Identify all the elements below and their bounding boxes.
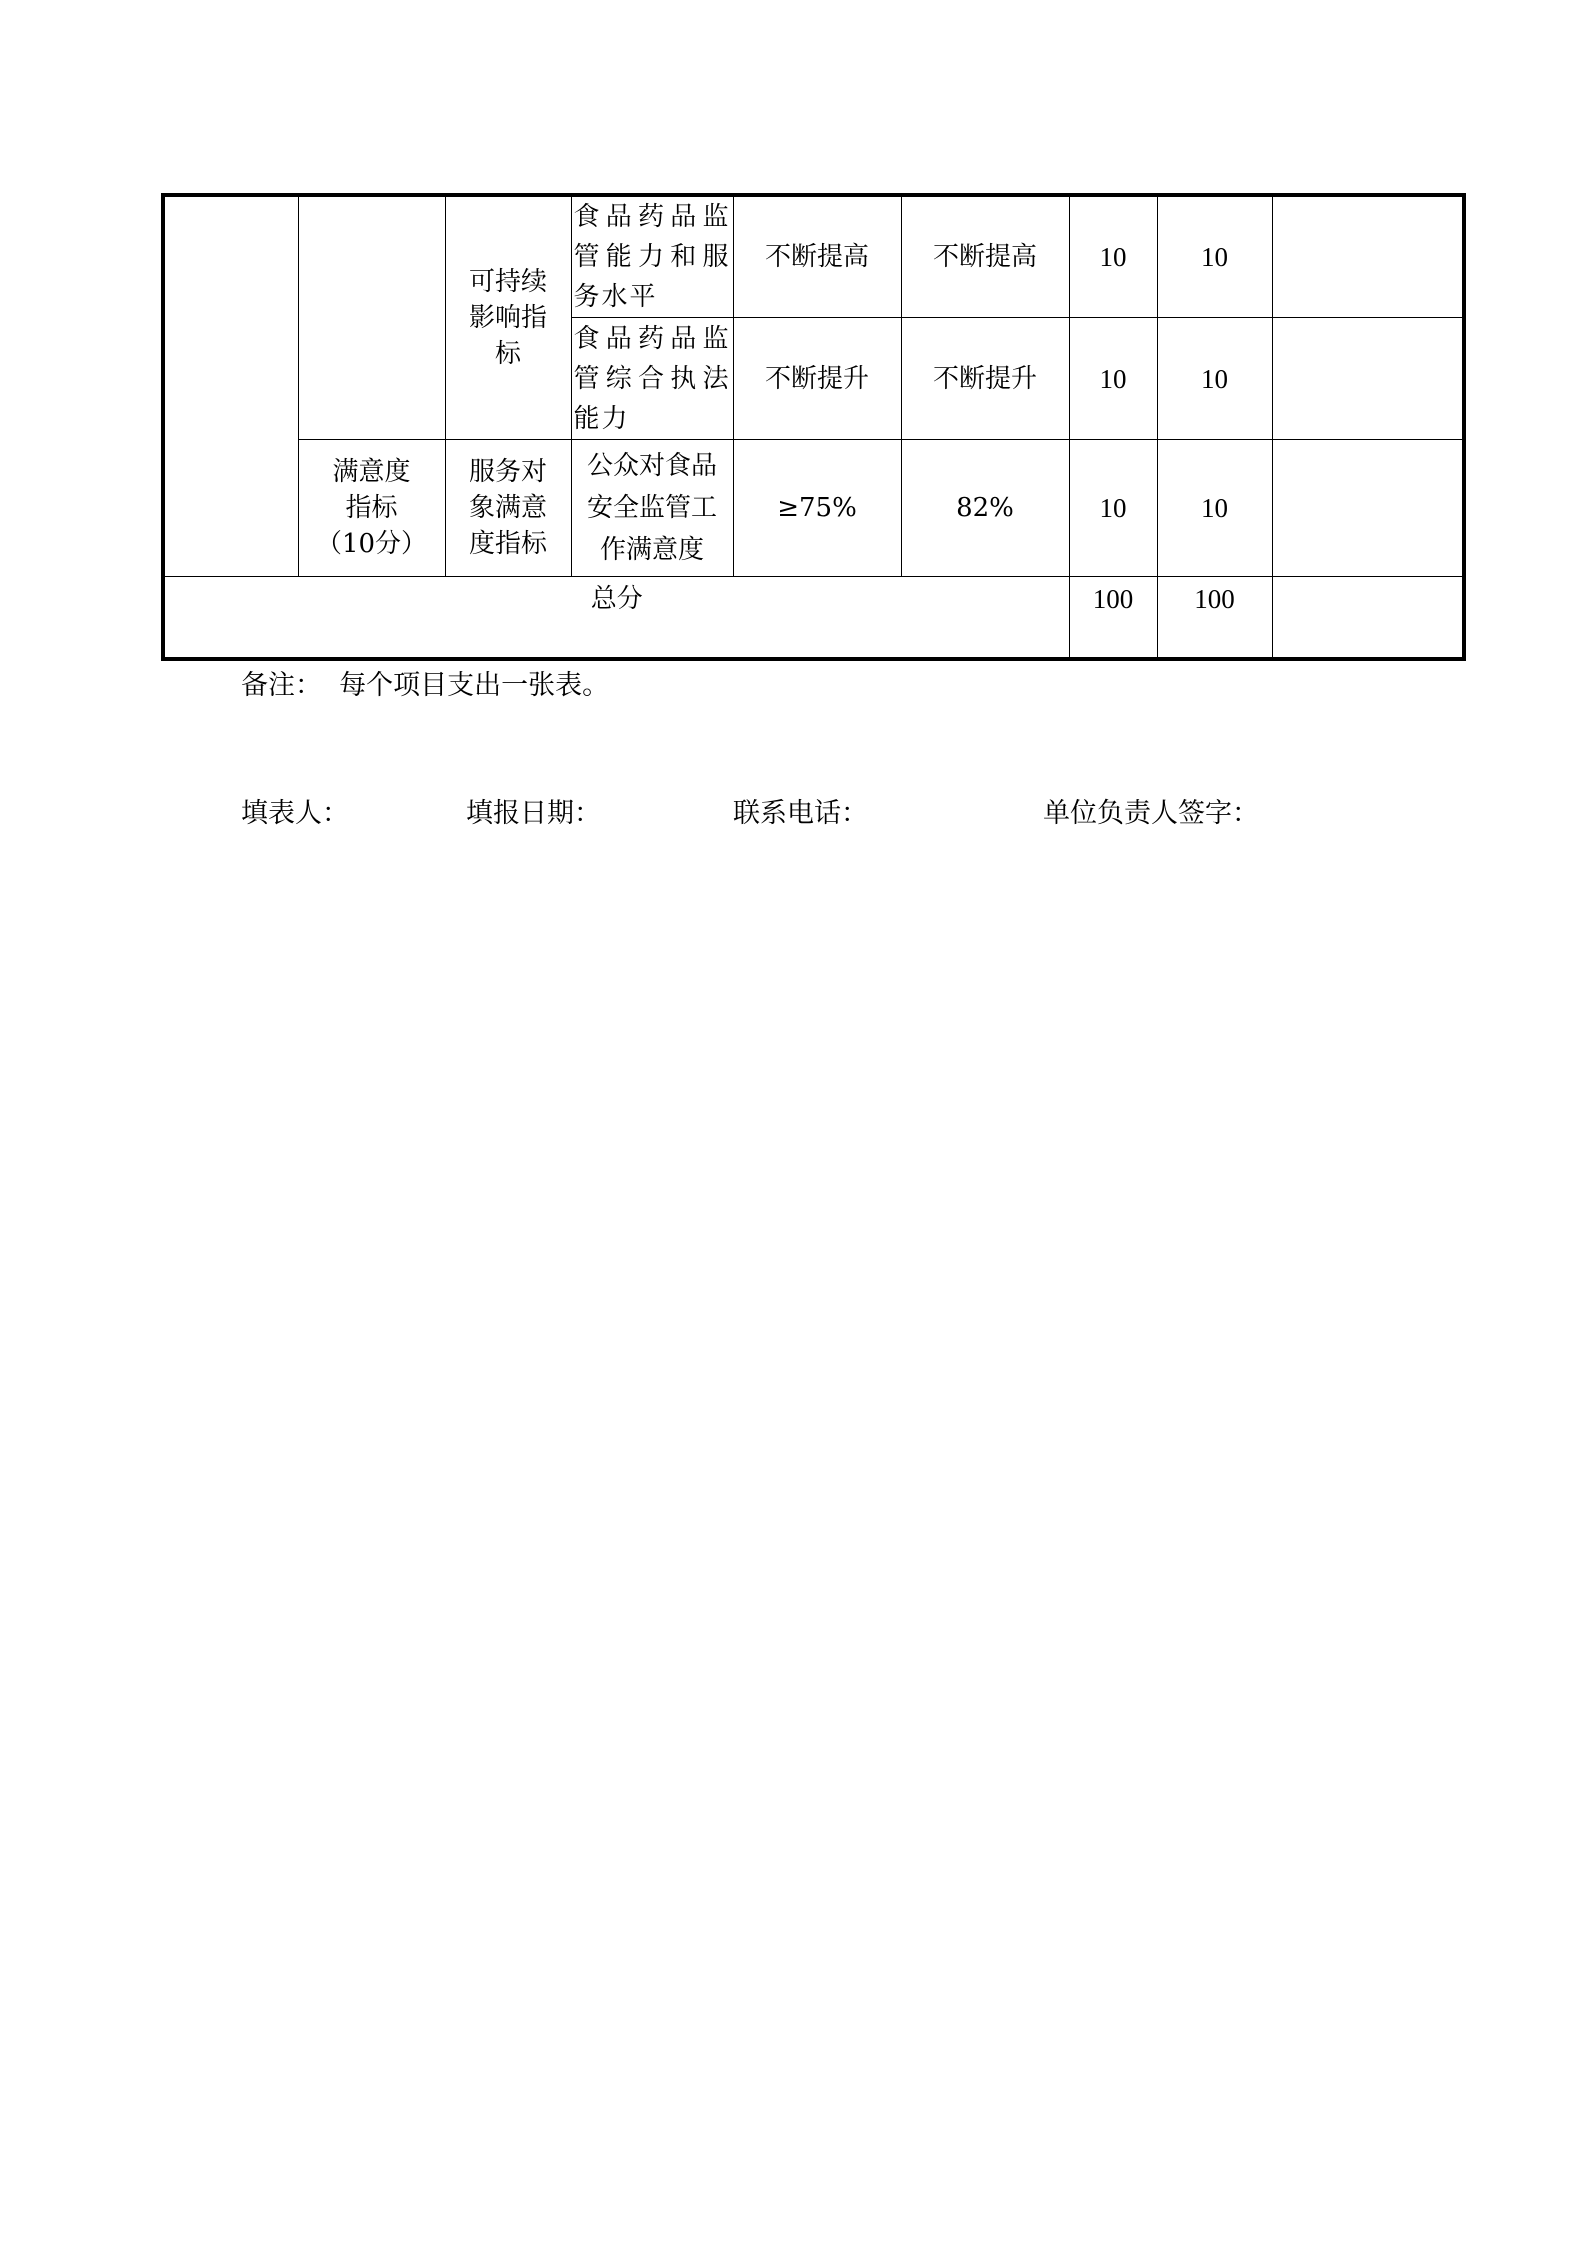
table-row	[163, 440, 1464, 577]
indicator-name-cell: 公众对食品 安全监管工 作满意度	[571, 440, 733, 577]
phone-label: 联系电话：	[733, 798, 868, 829]
note-text: 每个项目支出一张表。	[339, 670, 610, 701]
table-row	[163, 195, 1464, 318]
total-row	[163, 577, 1464, 659]
total-label-cell: 总分	[163, 577, 1069, 659]
weight-cell: 10	[1069, 318, 1157, 440]
total-weight-cell: 100	[1069, 577, 1157, 659]
remark-cell	[1272, 195, 1464, 318]
weight-cell: 10	[1069, 440, 1157, 577]
actual-value-cell: 不断提升	[901, 318, 1069, 440]
signature-label: 单位负责人签字：	[1043, 798, 1259, 829]
service-target-satisfaction-cell: 服务对 象满意 度指标	[445, 440, 571, 577]
blank-first-level-cell	[163, 195, 298, 577]
sustainable-impact-indicator-cell: 可持续 影响指 标	[445, 195, 571, 440]
remark-cell	[1272, 440, 1464, 577]
total-score-cell: 100	[1157, 577, 1272, 659]
fill-date-label: 填报日期：	[466, 798, 601, 829]
actual-value-cell: 不断提高	[901, 195, 1069, 318]
indicator-name-cell: 食品药品监 管综合执法 能力	[571, 318, 733, 440]
indicator-name-cell: 食品药品监 管能力和服 务水平	[571, 195, 733, 318]
signature-footer	[0, 796, 1587, 836]
target-value-cell: ≥75%	[733, 440, 901, 577]
blank-second-level-cell	[298, 195, 445, 440]
performance-table	[161, 193, 1466, 661]
note-line	[241, 668, 609, 704]
score-cell: 10	[1157, 318, 1272, 440]
filler-label: 填表人：	[241, 798, 349, 829]
weight-cell: 10	[1069, 195, 1157, 318]
target-value-cell: 不断提高	[733, 195, 901, 318]
actual-value-cell: 82%	[901, 440, 1069, 577]
score-cell: 10	[1157, 195, 1272, 318]
note-label: 备注：	[241, 670, 322, 701]
satisfaction-category-cell: 满意度 指标 （10分）	[298, 440, 445, 577]
target-value-cell: 不断提升	[733, 318, 901, 440]
remark-cell	[1272, 318, 1464, 440]
score-cell: 10	[1157, 440, 1272, 577]
total-remark-cell	[1272, 577, 1464, 659]
